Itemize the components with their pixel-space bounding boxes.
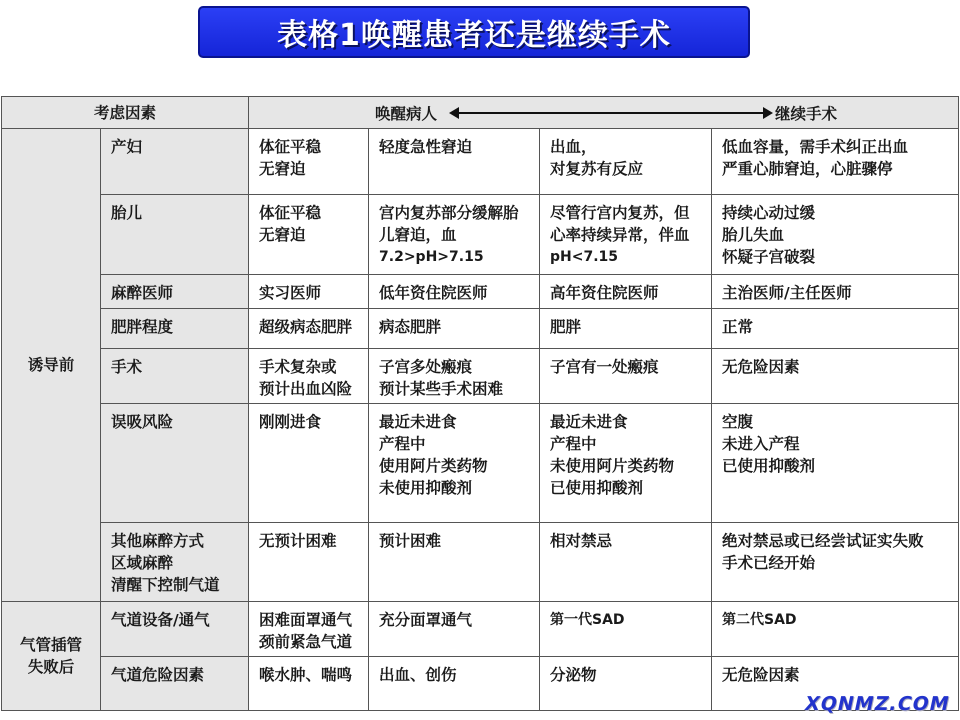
table-cell: 宫内复苏部分缓解胎 儿窘迫，血 7.2>pH>7.15 [369, 195, 540, 275]
arrow-right-icon [763, 107, 773, 119]
table-cell: 最近未进食 产程中 使用阿片类药物 未使用抑酸剂 [369, 404, 540, 523]
table-cell: 肥胖 [540, 309, 712, 349]
title-banner [198, 6, 750, 58]
table-cell: 分泌物 [540, 657, 712, 711]
table-row [2, 602, 959, 657]
table-cell: 相对禁忌 [540, 523, 712, 602]
table-cell: 充分面罩通气 [369, 602, 540, 657]
site-watermark: XQNMZ.COM [803, 693, 953, 715]
row-label: 气道设备/通气 [101, 602, 249, 657]
table-cell: 正常 [712, 309, 959, 349]
group-label-failed-intubation: 气管插管 失败后 [2, 602, 101, 711]
table-cell: 第一代SAD [540, 602, 712, 657]
table-cell: 第二代SAD [712, 602, 959, 657]
table-row [2, 129, 959, 195]
header-wake-patient: 唤醒病人 [375, 105, 438, 123]
table-row [2, 404, 959, 523]
table-cell: 超级病态肥胖 [249, 309, 369, 349]
table-row [2, 349, 959, 404]
table-cell: 实习医师 [249, 275, 369, 309]
row-label: 胎儿 [101, 195, 249, 275]
page-title: 表格1唤醒患者还是继续手术 [277, 18, 671, 53]
table-cell: 刚刚进食 [249, 404, 369, 523]
table-cell: 最近未进食 产程中 未使用阿片类药物 已使用抑酸剂 [540, 404, 712, 523]
table-cell: 预计困难 [369, 523, 540, 602]
table-cell: 低血容量，需手术纠正出血 严重心肺窘迫，心脏骤停 [712, 129, 959, 195]
table-cell: 无预计困难 [249, 523, 369, 602]
row-label: 误吸风险 [101, 404, 249, 523]
arrow-left-icon [449, 107, 459, 119]
table-row [2, 309, 959, 349]
decision-table [1, 96, 959, 711]
table-row [2, 523, 959, 602]
table-cell: 绝对禁忌或已经尝试证实失败 手术已经开始 [712, 523, 959, 602]
table-cell: 困难面罩通气 颈前紧急气道 [249, 602, 369, 657]
header-factor: 考虑因素 [2, 97, 249, 129]
row-label: 气道危险因素 [101, 657, 249, 711]
table-cell: 出血、创伤 [369, 657, 540, 711]
table-row [2, 275, 959, 309]
table-cell: 无危险因素 [712, 657, 959, 711]
table-cell: 子宫多处瘢痕 预计某些手术困难 [369, 349, 540, 404]
table-cell: 病态肥胖 [369, 309, 540, 349]
row-label: 肥胖程度 [101, 309, 249, 349]
table-cell: 轻度急性窘迫 [369, 129, 540, 195]
table-cell: 尽管行宫内复苏，但 心率持续异常，伴血 pH<7.15 [540, 195, 712, 275]
header-continue-surgery: 继续手术 [775, 105, 838, 123]
table-header-row [2, 97, 959, 129]
group-label-induction: 诱导前 [2, 129, 101, 602]
row-label: 手术 [101, 349, 249, 404]
table-cell: 手术复杂或 预计出血凶险 [249, 349, 369, 404]
table-cell: 持续心动过缓 胎儿失血 怀疑子宫破裂 [712, 195, 959, 275]
table-cell: 高年资住院医师 [540, 275, 712, 309]
table-row [2, 195, 959, 275]
header-direction [249, 97, 959, 129]
row-label: 产妇 [101, 129, 249, 195]
table-cell: 低年资住院医师 [369, 275, 540, 309]
table-cell: 空腹 未进入产程 已使用抑酸剂 [712, 404, 959, 523]
table-cell: 无危险因素 [712, 349, 959, 404]
table-cell: 体征平稳 无窘迫 [249, 129, 369, 195]
row-label: 其他麻醉方式 区域麻醉 清醒下控制气道 [101, 523, 249, 602]
table-cell: 出血， 对复苏有反应 [540, 129, 712, 195]
table-cell: 体征平稳 无窘迫 [249, 195, 369, 275]
arrow-line [459, 112, 765, 114]
row-label: 麻醉医师 [101, 275, 249, 309]
table-cell: 子宫有一处瘢痕 [540, 349, 712, 404]
table-cell: 喉水肿、喘鸣 [249, 657, 369, 711]
table-cell: 主治医师/主任医师 [712, 275, 959, 309]
